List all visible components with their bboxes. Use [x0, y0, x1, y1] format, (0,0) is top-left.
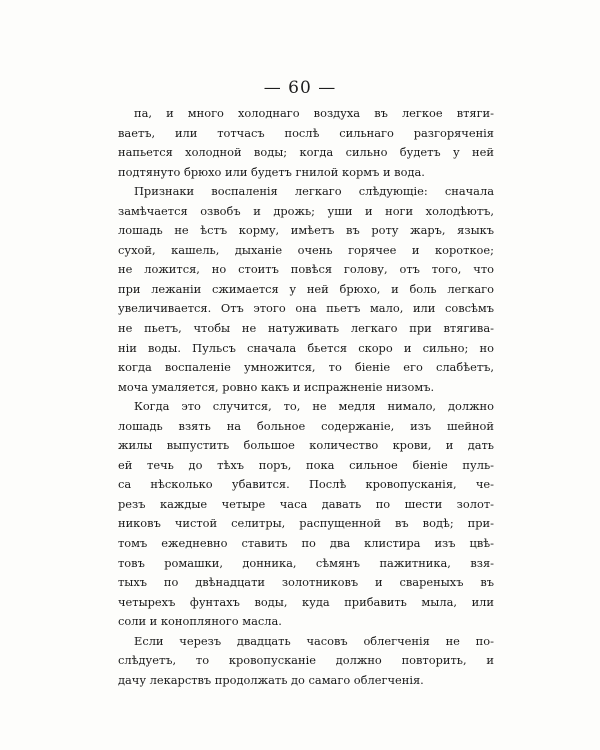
- paragraph: [118, 632, 494, 691]
- text-line: когда воспаленіе умножится, то біеніе его слабѣетъ,: [118, 360, 494, 375]
- text-line: напьется холодной воды; когда сильно будетъ у ней: [118, 145, 494, 160]
- text-line: резъ каждые четыре часа давать по шести золот-: [118, 496, 494, 511]
- text-line: товъ ромашки, донника, сѣмянъ пажитника, взя-: [118, 555, 494, 570]
- text-line: Если черезъ двадцать часовъ облегченія не по-: [134, 633, 494, 648]
- text-line: увеличивается. Отъ этого она пьетъ мало, или совсѣмъ: [118, 301, 494, 316]
- text-line: па, и много холоднаго воздуха въ легкое втяги-: [134, 106, 494, 120]
- text-line: подтянуто брюхо или будетъ гнилой кормъ и вода.: [118, 164, 425, 179]
- text-line: ей течь до тѣхъ поръ, пока сильное біеніе пуль-: [118, 457, 494, 472]
- text-line: лошадь взять на больное содержаніе, изъ шейной: [118, 418, 494, 433]
- text-line: замѣчается озвобъ и дрожь; уши и ноги холодѣютъ,: [118, 203, 494, 218]
- text-line: са нѣсколько убавится. Послѣ кровопусканія, че-: [118, 477, 494, 492]
- text-line: моча умаляется, ровно какъ и испражненіе низомъ.: [118, 379, 435, 394]
- paragraph: [118, 104, 494, 182]
- text-line: сухой, кашель, дыханіе очень горячее и короткое;: [118, 242, 494, 257]
- text-line: Когда это случится, то, не медля нимало, должно: [134, 399, 494, 414]
- text-line: никовъ чистой селитры, распущенной въ водѣ; при-: [118, 516, 494, 531]
- text-line: соли и конопляного масла.: [118, 614, 282, 629]
- body-text: [118, 104, 494, 690]
- paragraph: [118, 397, 494, 632]
- paragraph: [118, 182, 494, 397]
- text-line: томъ ежедневно ставить по два клистира изъ цвѣ-: [118, 536, 494, 551]
- text-line: слѣдуетъ, то кровопусканіе должно повторить, и: [118, 653, 494, 668]
- text-line: не ложится, но стоитъ повѣся голову, отъ того, что: [118, 262, 494, 277]
- text-line: лошадь не ѣстъ корму, имѣетъ въ роту жаръ, языкъ: [118, 223, 494, 238]
- text-line: жилы выпустить большое количество крови, и дать: [118, 438, 494, 453]
- text-line: при лежаніи сжимается у ней брюхо, и боль легкаго: [118, 281, 494, 296]
- text-line: тыхъ по двѣнадцати золотниковъ и свареныхъ въ: [118, 575, 494, 590]
- text-line: четырехъ фунтахъ воды, куда прибавить мыла, или: [118, 594, 494, 609]
- text-line: ніи воды. Пульсъ сначала бьется скоро и сильно; но: [118, 340, 494, 355]
- text-line: Признаки воспаленія легкаго слѣдующіе: сначала: [134, 184, 494, 199]
- text-line: не пьетъ, чтобы не натуживать легкаго при втягива-: [118, 321, 494, 336]
- text-line: ваетъ, или тотчасъ послѣ сильнаго разгоряченія: [118, 125, 494, 140]
- text-line: дачу лекарствъ продолжать до самаго облегченія.: [118, 672, 424, 687]
- page-number: — 60 —: [263, 78, 337, 98]
